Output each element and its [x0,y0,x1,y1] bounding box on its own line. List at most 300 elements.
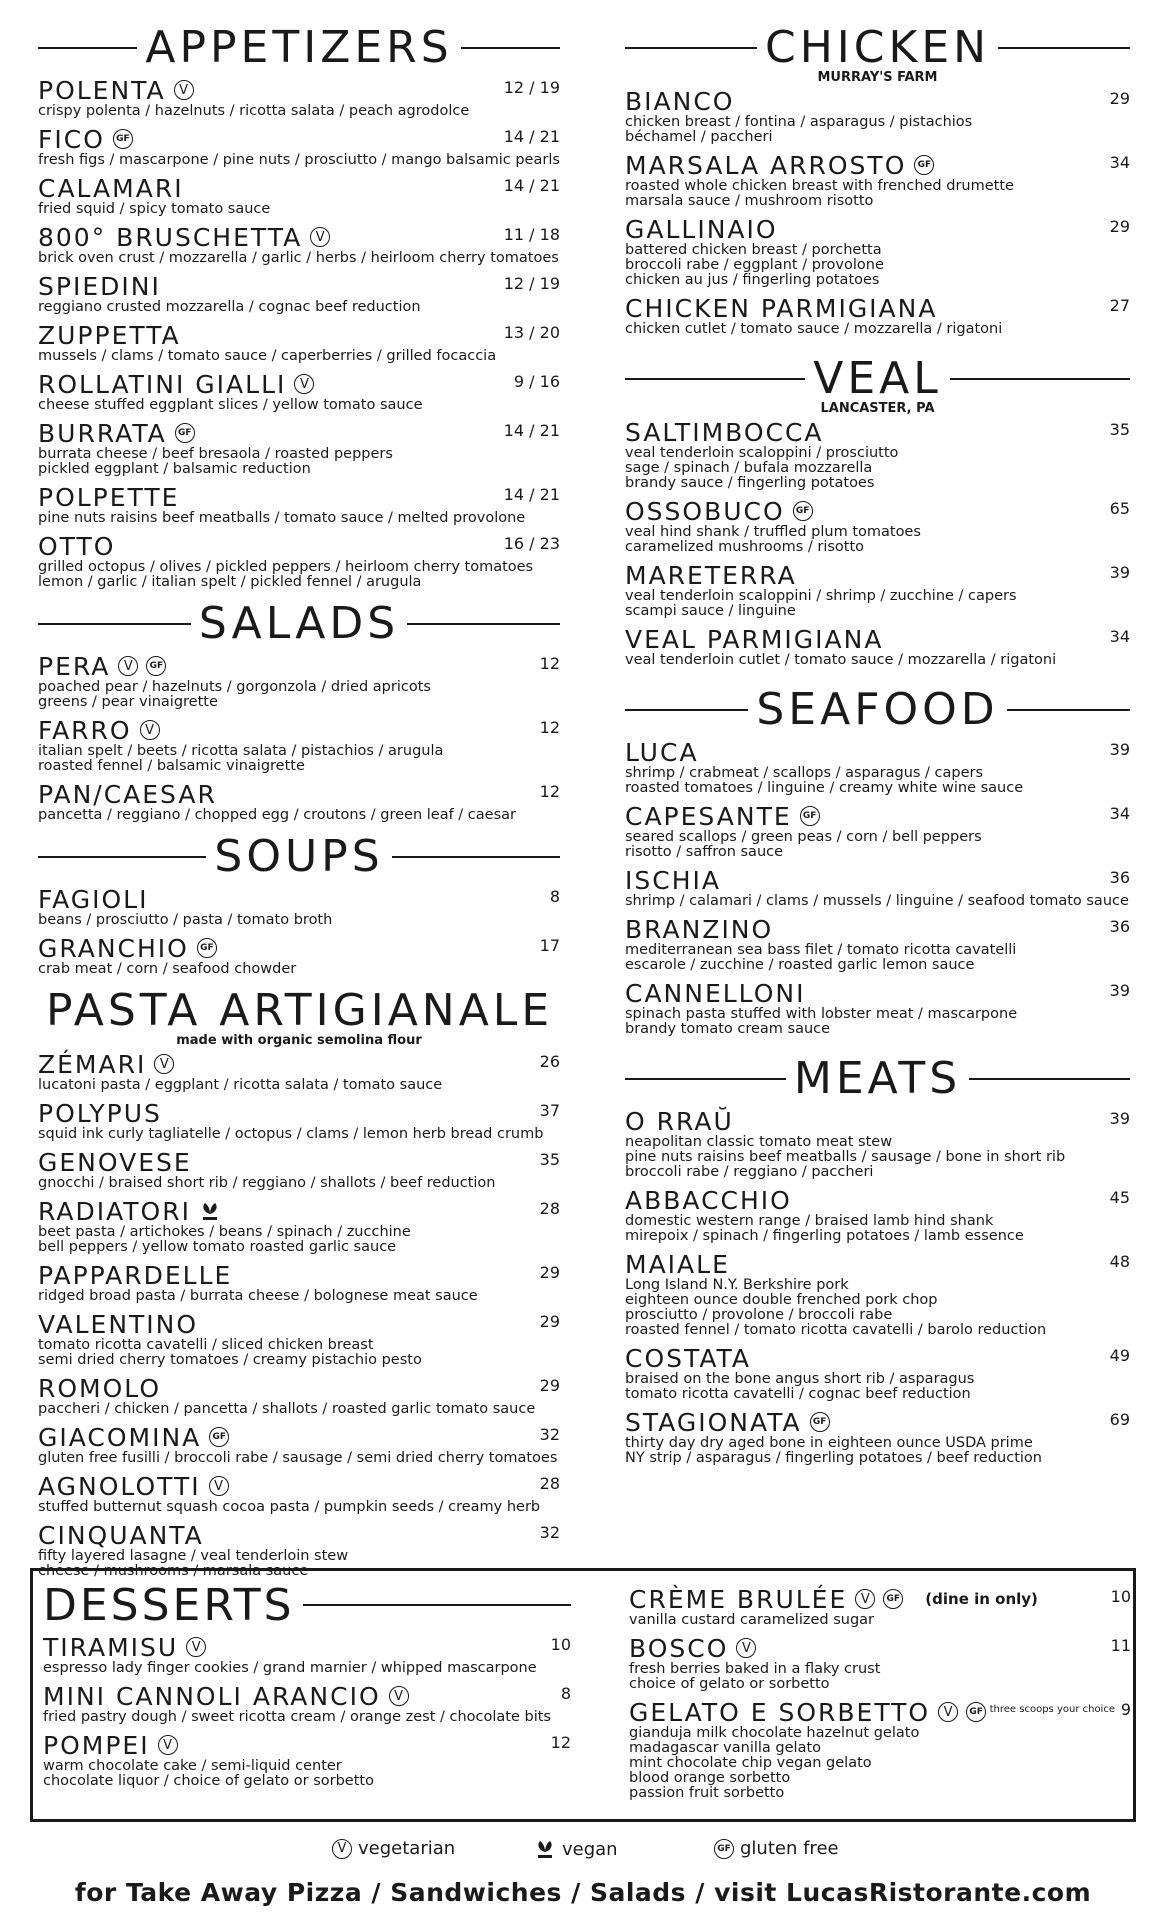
item-description: roasted fennel / tomato ricotta cavatelli / barolo reduction [625,1322,1047,1338]
item-description: broccoli rabe / eggplant / provolone [625,257,884,273]
item-description: burrata cheese / beef bresaola / roasted peppers [38,446,393,462]
item-name: PAN/CAESAR [38,779,217,809]
item-name-row [625,738,1130,766]
item-description: marsala sauce / mushroom risotto [625,193,874,209]
section-header [38,983,560,1039]
item-name-row [38,1423,560,1451]
item-price: 28 [539,1199,560,1218]
item-name: GALLINAIO [625,214,778,244]
legend-vegetarian [332,1838,455,1859]
item-description: passion fruit sorbetto [629,1785,785,1801]
left-column [38,20,560,1585]
item-price: 17 [539,936,560,955]
item-price: 28 [539,1474,560,1493]
item-price: 12 / 19 [503,78,560,97]
section-header [38,829,560,885]
section-title: VEAL [813,353,942,404]
menu-item [625,1107,1130,1180]
item-price: 10 [1110,1587,1131,1606]
item-description: pine nuts raisins beef meatballs / sausage / bone in short rib [625,1149,1066,1165]
item-description: bell peppers / yellow tomato roasted garlic sauce [38,1239,397,1255]
menu-item [625,215,1130,288]
section-subtitle: made with organic semolina flour [176,1033,422,1048]
item-price: 29 [1109,217,1130,236]
item-price: 34 [1109,804,1130,823]
section-subtitle: LANCASTER, PA [820,401,935,416]
item-price: 35 [539,1150,560,1169]
section-header [625,682,1130,738]
gluten-free-icon: GF [197,938,217,958]
item-name-row [38,780,560,808]
item-name: VALENTINO [38,1309,199,1339]
item-name-row [625,294,1130,322]
item-description: chocolate liquor / choice of gelato or sorbetto [43,1773,374,1789]
item-name-row [625,625,1130,653]
item-name: OSSOBUCO [625,496,785,526]
item-description: gianduja milk chocolate hazelnut gelato [629,1725,920,1741]
item-name-row [625,151,1130,179]
item-description: scampi sauce / linguine [625,603,796,619]
item-description: veal tenderloin scaloppini / shrimp / zucchine / capers [625,588,1017,604]
menu-item [629,1698,1131,1801]
item-description: brandy tomato cream sauce [625,1021,831,1037]
item-name-row [38,223,560,251]
vegan-leaf-icon [199,1200,221,1222]
item-name-row [38,934,560,962]
item-name-row [38,174,560,202]
item-name: ISCHIA [625,865,721,895]
item-name: ROMOLO [38,1373,162,1403]
menu-item [625,866,1130,909]
item-description: broccoli rabe / reggiano / paccheri [625,1164,874,1180]
gluten-free-icon: GF [175,423,195,443]
item-name-row [625,87,1130,115]
item-name-row [38,1099,560,1127]
menu-item [38,174,560,217]
item-price: 12 [539,654,560,673]
item-name-row [38,419,560,447]
item-price: 12 [539,718,560,737]
item-name-row [38,652,560,680]
section-header [38,20,560,76]
item-description: shrimp / crabmeat / scallops / asparagus / capers [625,765,984,781]
item-description: paccheri / chicken / pancetta / shallots / roasted garlic tomato sauce [38,1401,536,1417]
vegetarian-icon: V [158,1735,178,1755]
item-description: mussels / clams / tomato sauce / caperberries / grilled focaccia [38,348,497,364]
menu-item [38,1050,560,1093]
section-title: SOUPS [214,831,384,882]
menu-item [625,979,1130,1037]
gluten-free-icon: GF [113,129,133,149]
section-header [625,1051,1130,1107]
item-description: poached pear / hazelnuts / gorgonzola / dried apricots [38,679,431,695]
item-description: tomato ricotta cavatelli / sliced chicken breast [38,1337,374,1353]
menu-item [43,1633,571,1676]
item-price: 49 [1109,1346,1130,1365]
item-price: 14 / 21 [503,485,560,504]
item-description: brick oven crust / mozzarella / garlic / herbs / heirloom cherry tomatoes [38,250,559,266]
right-column [625,20,1130,1472]
item-name-row [625,915,1130,943]
vegetarian-icon: V [389,1686,409,1706]
menu-item [625,418,1130,491]
item-name: GIACOMINA [38,1422,202,1452]
vegetarian-icon: V [294,374,314,394]
item-name-row [38,1197,560,1225]
section-title: MEATS [793,1053,962,1104]
item-description: lucatoni pasta / eggplant / ricotta salata / tomato sauce [38,1077,443,1093]
item-name-row [38,716,560,744]
item-name-row [38,76,560,104]
item-name: BURRATA [38,418,167,448]
item-name: OTTO [38,531,116,561]
section-subtitle: MURRAY'S FARM [817,70,938,85]
item-name-row [38,321,560,349]
item-price: 69 [1109,1410,1130,1429]
vegan-leaf-icon [534,1838,556,1860]
item-description: tomato ricotta cavatelli / cognac beef reduction [625,1386,971,1402]
item-description: pickled eggplant / balsamic reduction [38,461,311,477]
menu-section [625,351,1130,668]
item-name-row [38,272,560,300]
item-description: chicken breast / fontina / asparagus / pistachios [625,114,973,130]
item-description: prosciutto / provolone / broccoli rabe [625,1307,893,1323]
item-name: GENOVESE [38,1147,192,1177]
menu-item [38,419,560,477]
gluten-free-icon: GF [966,1702,986,1722]
item-description: shrimp / calamari / clams / mussels / linguine / seafood tomato sauce [625,893,1129,909]
footer-takeaway-link[interactable]: for Take Away Pizza / Sandwiches / Salads / visit LucasRistorante.com [74,1878,1092,1907]
menu-item [38,223,560,266]
gluten-free-icon: GF [714,1839,734,1859]
item-name: MARETERRA [625,560,797,590]
item-name: FAGIOLI [38,884,149,914]
item-name-row [38,1148,560,1176]
item-description: fried squid / spicy tomato sauce [38,201,271,217]
item-description: chicken cutlet / tomato sauce / mozzarella / rigatoni [625,321,1003,337]
item-description: fried pastry dough / sweet ricotta cream / orange zest / chocolate bits [43,1709,551,1725]
item-price: 34 [1109,153,1130,172]
item-description: Long Island N.Y. Berkshire pork [625,1277,849,1293]
item-name-row [38,1521,560,1549]
item-price: 32 [539,1425,560,1444]
gluten-free-icon: GF [810,1412,830,1432]
item-description: reggiano crusted mozzarella / cognac beef reduction [38,299,421,315]
item-name: STAGIONATA [625,1407,802,1437]
item-name-row [629,1634,1131,1662]
menu-item [625,1344,1130,1402]
item-name: AGNOLOTTI [38,1471,201,1501]
header-rule [625,378,805,380]
item-description: chicken au jus / fingerling potatoes [625,272,880,288]
section-header [625,351,1130,407]
item-price: 39 [1109,981,1130,1000]
menu-item [38,716,560,774]
item-name: FICO [38,124,105,154]
item-name: MARSALA ARROSTO [625,150,907,180]
legend-gluten-free [714,1838,839,1859]
vegetarian-icon: V [140,720,160,740]
section-header [38,596,560,652]
item-price: 37 [539,1101,560,1120]
item-description: veal tenderloin scaloppini / prosciutto [625,445,899,461]
menu-item [38,1310,560,1368]
menu-section [625,20,1130,337]
item-description: warm chocolate cake / semi-liquid center [43,1758,342,1774]
item-name: CINQUANTA [38,1520,204,1550]
item-name: GELATO E SORBETTO [629,1697,931,1727]
menu-item [625,497,1130,555]
menu-item [625,915,1130,973]
item-price: 65 [1109,499,1130,518]
item-price: 12 / 19 [503,274,560,293]
item-description: pine nuts raisins beef meatballs / tomato sauce / melted provolone [38,510,526,526]
menu-item [38,934,560,977]
scoops-note: three scoops your choice [989,1704,1115,1715]
item-name-row [625,1186,1130,1214]
item-price: 14 / 21 [503,421,560,440]
item-description: roasted tomatoes / linguine / creamy white wine sauce [625,780,1024,796]
menu-item [43,1731,571,1789]
item-name-row [625,1408,1130,1436]
menu-item [629,1634,1131,1692]
item-price: 9 / 16 [513,372,560,391]
item-price: 14 / 21 [503,176,560,195]
item-price: 27 [1109,296,1130,315]
item-description: cheese / mushrooms / marsala sauce [38,1563,309,1579]
menu-section [38,20,560,590]
item-name-row [38,370,560,398]
menu-item [38,1197,560,1255]
item-description: espresso lady finger cookies / grand marnier / whipped mascarpone [43,1660,537,1676]
header-rule [303,1604,571,1606]
menu-item [625,802,1130,860]
vegetarian-icon: V [154,1054,174,1074]
item-price: 34 [1109,627,1130,646]
header-rule [625,709,748,711]
item-name: CALAMARI [38,173,184,203]
section-title: APPETIZERS [145,22,453,73]
gluten-free-icon: GF [209,1427,229,1447]
item-price: 48 [1109,1252,1130,1271]
item-description: vanilla custard caramelized sugar [629,1612,874,1628]
item-name: BIANCO [625,86,735,116]
item-name-row [38,1050,560,1078]
item-name: ABBACCHIO [625,1185,792,1215]
item-price: 13 / 20 [503,323,560,342]
item-name: BRANZINO [625,914,774,944]
item-name-row [625,418,1130,446]
section-title: SEAFOOD [756,684,999,735]
item-name-row [38,1472,560,1500]
legend-vegan [534,1838,618,1860]
item-name: ZÉMARI [38,1049,147,1079]
item-name-row [625,215,1130,243]
menu-item [625,561,1130,619]
item-name: SPIEDINI [38,271,161,301]
menu-item [38,1099,560,1142]
desserts-header [43,1577,571,1633]
item-price: 9 [1120,1700,1131,1719]
vegetarian-icon: V [186,1637,206,1657]
item-description: béchamel / paccheri [625,129,773,145]
menu-item [38,1472,560,1515]
item-description: blood orange sorbetto [629,1770,791,1786]
menu-section [625,1051,1130,1466]
item-name-row [38,885,560,913]
vegetarian-icon: V [174,80,194,100]
menu-item [625,294,1130,337]
menu-item [38,125,560,168]
item-name: VEAL PARMIGIANA [625,624,884,654]
item-price: 36 [1109,917,1130,936]
menu-item [38,370,560,413]
menu-item [38,1148,560,1191]
item-name-row [43,1633,571,1661]
legend-label: gluten free [740,1838,839,1859]
item-description: seared scallops / green peas / corn / bell peppers [625,829,982,845]
menu-item [38,272,560,315]
item-description: escarole / zucchine / roasted garlic lemon sauce [625,957,975,973]
item-description: caramelized mushrooms / risotto [625,539,865,555]
menu-item [38,780,560,823]
item-name-row [38,125,560,153]
header-rule [998,47,1130,49]
item-price: 39 [1109,740,1130,759]
item-price: 11 / 18 [503,225,560,244]
item-description: fresh figs / mascarpone / pine nuts / prosciutto / mango balsamic pearls [38,152,560,168]
header-rule [950,378,1130,380]
item-name: POLPETTE [38,482,180,512]
item-name: COSTATA [625,1343,751,1373]
item-price: 26 [539,1052,560,1071]
item-name: POLENTA [38,75,166,105]
item-name-row [629,1585,1131,1613]
vegetarian-icon: V [118,656,138,676]
item-description: spinach pasta stuffed with lobster meat / mascarpone [625,1006,1018,1022]
item-description: domestic western range / braised lamb hind shank [625,1213,994,1229]
menu-item [625,1250,1130,1338]
menu-item [38,1374,560,1417]
item-price: 12 [550,1733,571,1752]
desserts-section [30,1568,1136,1822]
gluten-free-icon: GF [793,501,813,521]
menu-item [38,483,560,526]
header-rule [625,47,757,49]
item-name: MINI CANNOLI ARANCIO [43,1681,381,1711]
item-name: CANNELLONI [625,978,806,1008]
header-rule [625,1078,786,1080]
item-name: BOSCO [629,1633,729,1663]
vegetarian-icon: V [736,1638,756,1658]
item-description: sage / spinach / bufala mozzarella [625,460,873,476]
legend-label: vegan [562,1838,618,1860]
item-description: battered chicken breast / porchetta [625,242,882,258]
menu-item [625,1408,1130,1466]
item-description: ridged broad pasta / burrata cheese / bolognese meat sauce [38,1288,478,1304]
item-description: eighteen ounce double frenched pork chop [625,1292,938,1308]
item-price: 36 [1109,868,1130,887]
item-description: brandy sauce / fingerling potatoes [625,475,875,491]
gluten-free-icon: GF [883,1589,903,1609]
item-price: 12 [539,782,560,801]
item-description: neapolitan classic tomato meat stew [625,1134,893,1150]
header-rule [38,47,137,49]
item-name: 800° BRUSCHETTA [38,222,303,252]
item-name-row [38,1310,560,1338]
item-price: 10 [550,1635,571,1654]
item-price: 39 [1109,563,1130,582]
menu-item [625,1186,1130,1244]
section-title: PASTA ARTIGIANALE [46,985,554,1036]
item-description: NY strip / asparagus / fingerling potatoes / beef reduction [625,1450,1042,1466]
item-description: greens / pear vinaigrette [38,694,218,710]
item-name-row [625,979,1130,1007]
header-rule [38,623,191,625]
item-description: roasted whole chicken breast with frenched drumette [625,178,1014,194]
menu-item [38,1261,560,1304]
gluten-free-icon: GF [800,806,820,826]
item-name-row [38,532,560,560]
header-rule [392,856,560,858]
header-rule [1007,709,1130,711]
header-rule [461,47,560,49]
menu-item [625,151,1130,209]
item-name: POMPEI [43,1730,150,1760]
menu-section [38,596,560,823]
menu-section [38,829,560,977]
item-description: veal hind shank / truffled plum tomatoes [625,524,921,540]
item-name-row [625,866,1130,894]
item-description: braised on the bone angus short rib / asparagus [625,1371,975,1387]
item-description: fresh berries baked in a flaky crust [629,1661,881,1677]
gluten-free-icon: GF [914,155,934,175]
item-price: 35 [1109,420,1130,439]
item-description: mirepoix / spinach / fingerling potatoes / lamb essence [625,1228,1024,1244]
item-name: PAPPARDELLE [38,1260,233,1290]
item-name: SALTIMBOCCA [625,417,824,447]
item-name-row [625,802,1130,830]
item-description: semi dried cherry tomatoes / creamy pistachio pesto [38,1352,422,1368]
item-price: 32 [539,1523,560,1542]
menu-item [38,532,560,590]
item-description: lemon / garlic / italian spelt / pickled fennel / arugula [38,574,422,590]
header-rule [407,623,560,625]
vegetarian-icon: V [310,227,330,247]
item-description: stuffed butternut squash cocoa pasta / pumpkin seeds / creamy herb [38,1499,541,1515]
item-description: mediterranean sea bass filet / tomato ricotta cavatelli [625,942,1017,958]
menu-item [625,87,1130,145]
section-title: CHICKEN [764,22,991,73]
desserts-left [43,1577,571,1795]
item-price: 16 / 23 [503,534,560,553]
item-description: pancetta / reggiano / chopped egg / croutons / green leaf / caesar [38,807,516,823]
desserts-right [629,1585,1131,1807]
item-description: beet pasta / artichokes / beans / spinach / zucchine [38,1224,411,1240]
item-name: CHICKEN PARMIGIANA [625,293,938,323]
menu-item [625,625,1130,668]
menu-item [38,652,560,710]
vegetarian-icon: V [855,1589,875,1609]
vegetarian-icon: V [209,1476,229,1496]
item-name: ZUPPETTA [38,320,181,350]
item-name: TIRAMISU [43,1632,179,1662]
dietary-legend [0,1838,1166,1866]
item-price: 45 [1109,1188,1130,1207]
header-rule [38,856,206,858]
menu-item [38,1423,560,1466]
menu-item [625,738,1130,796]
